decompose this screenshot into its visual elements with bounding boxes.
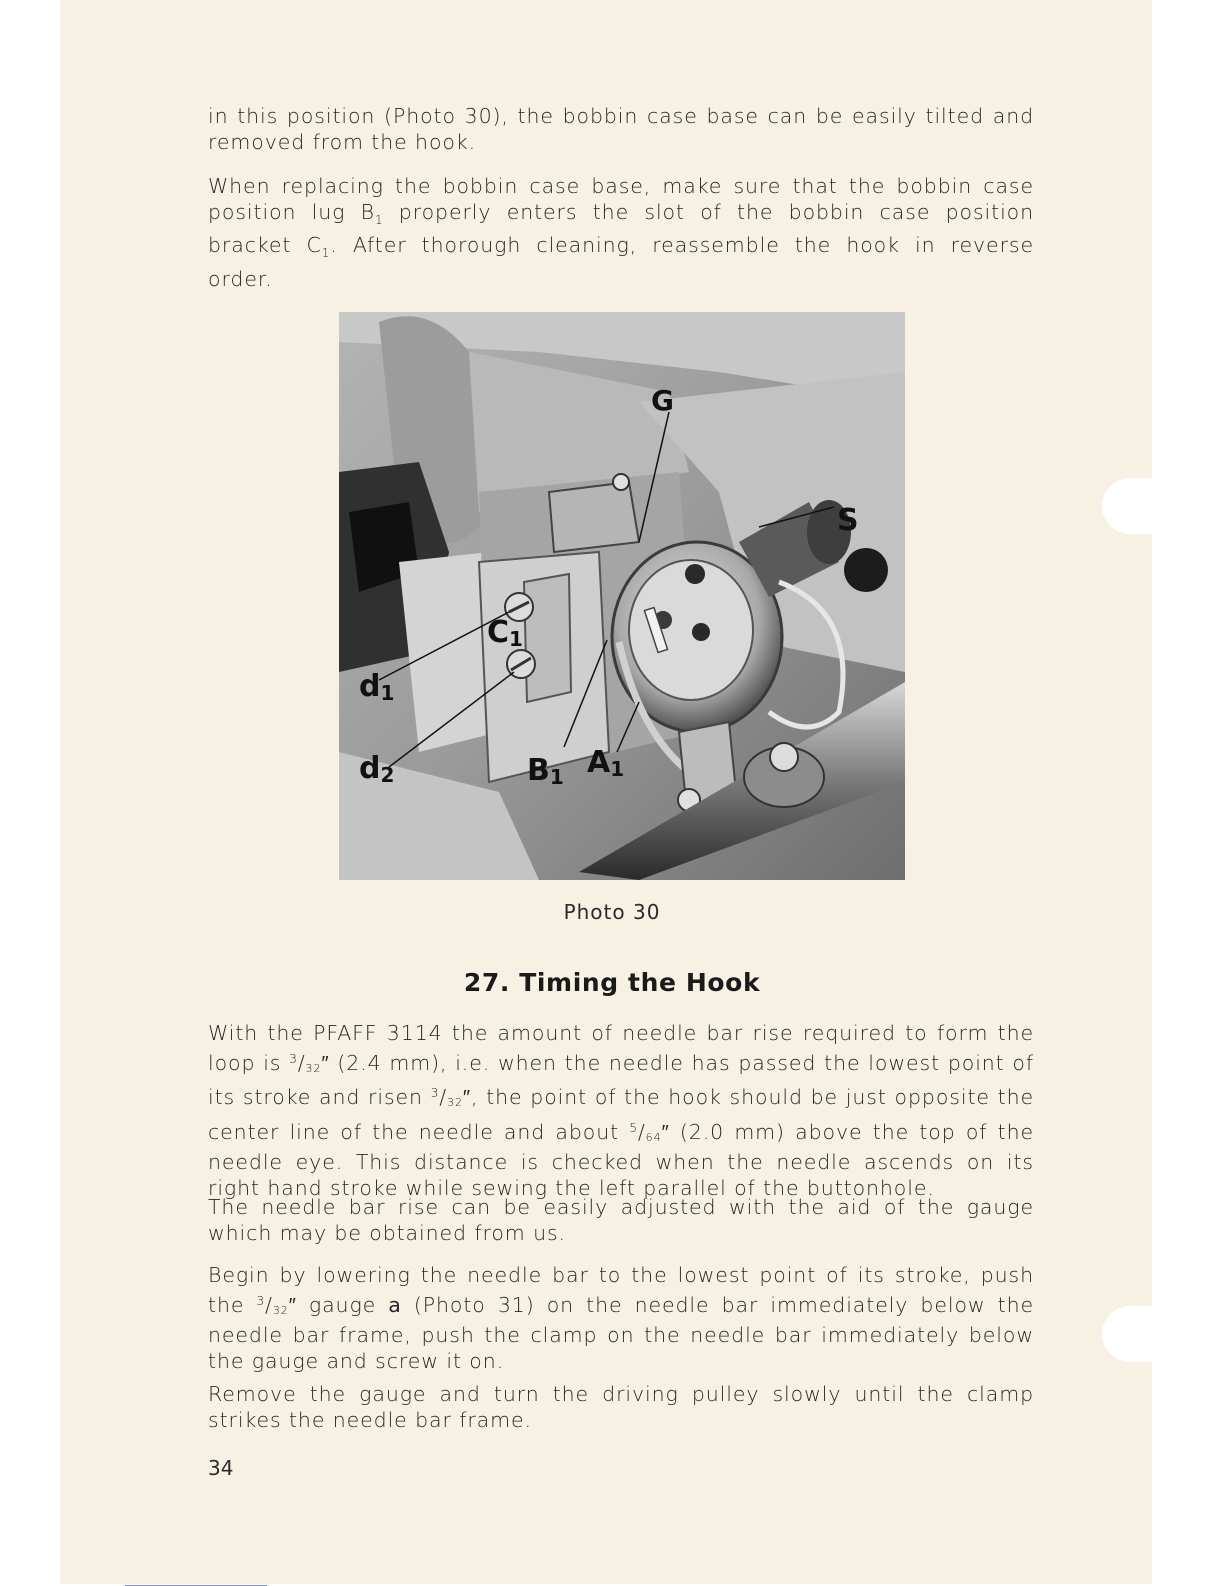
photo-30-hook-mechanism xyxy=(339,312,905,880)
hook-photo-illustration xyxy=(339,312,905,880)
inch-mark: ″ xyxy=(288,1292,297,1317)
section-paragraph-1 xyxy=(208,1021,1034,1201)
text-run: gauge xyxy=(296,1292,389,1317)
section-heading: 27. Timing the Hook xyxy=(463,968,761,997)
subscript: 1 xyxy=(374,212,384,227)
text-run: properly enters the slot of the bobbin case position bracket C xyxy=(208,199,1035,258)
section-paragraph-4-block xyxy=(208,1382,1034,1433)
inch-mark: ″ xyxy=(462,1085,472,1109)
page-left-margin xyxy=(0,0,60,1584)
inch-mark: ″ xyxy=(321,1050,330,1075)
fraction-denominator: 32 xyxy=(447,1096,463,1109)
photo-label-d1: d1 xyxy=(359,669,395,705)
text-run: , the point of the hook should be just opposite the center line of the needle and about xyxy=(208,1085,1034,1144)
text-run: (Photo 31) on the needle bar immediately below the needle bar frame, push the clamp on the needle bar immediately below the gauge and screw it on. xyxy=(208,1292,1035,1373)
section-paragraph-2-block xyxy=(208,1195,1034,1246)
fraction-numerator: 5 xyxy=(629,1120,638,1135)
fraction-denominator: 32 xyxy=(272,1303,289,1317)
intro-paragraph-1-block xyxy=(208,104,1034,155)
intro-paragraph-1: in this position (Photo 30), the bobbin case base can be easily tilted and removed from the hook. xyxy=(208,104,1034,154)
section-paragraph-3 xyxy=(208,1263,1034,1374)
text-run: (2.0 mm) above the top of the needle eye. This distance is checked when the needle ascends on its right hand stroke while sewing the left parallel of the buttonhole. xyxy=(208,1119,1034,1200)
fraction-denominator: 32 xyxy=(305,1061,322,1075)
section-paragraph-4: Remove the gauge and turn the driving pulley slowly until the clamp strikes the needle bar frame. xyxy=(208,1382,1034,1432)
fraction-3-32: $^3/_{32}''$ xyxy=(430,1085,472,1109)
punch-hole-bottom xyxy=(1102,1306,1152,1362)
fraction-3-32: $^3/_{32}''$ xyxy=(256,1292,297,1317)
punch-hole-top xyxy=(1102,478,1152,534)
inch-mark: ″ xyxy=(661,1119,670,1144)
text-run: When replacing the bobbin case base, make sure that the bobbin case position lug B xyxy=(208,174,1034,224)
photo-label-a1: A1 xyxy=(587,745,625,781)
text-run: Begin by lowering the needle bar to the lowest point of its stroke, push the xyxy=(208,1263,1034,1317)
fraction-3-32: $^3/_{32}''$ xyxy=(289,1050,330,1075)
photo-caption: Photo 30 xyxy=(563,900,661,924)
fraction-numerator: 3 xyxy=(289,1051,298,1066)
photo-label-b1: B1 xyxy=(527,753,564,789)
photo-label-g: G xyxy=(651,384,674,417)
fraction-numerator: 3 xyxy=(256,1293,265,1308)
text-run: . After thorough cleaning, reassemble the hook in reverse order. xyxy=(208,233,1034,291)
photo-label-s: S xyxy=(837,503,859,538)
fraction-5-64: $^5/_{64}''$ xyxy=(629,1119,670,1144)
gauge-label-a: a xyxy=(388,1292,402,1317)
fraction-numerator: 3 xyxy=(430,1086,440,1100)
page-number: 34 xyxy=(208,1456,234,1480)
photo-label-d2: d2 xyxy=(359,751,395,787)
intro-paragraph-2-block xyxy=(208,174,1034,292)
subscript: 1 xyxy=(321,246,331,261)
fraction-denominator: 64 xyxy=(645,1130,662,1144)
intro-paragraph-2 xyxy=(208,174,1034,292)
section-paragraph-3-block xyxy=(208,1263,1034,1374)
text-run: With the PFAFF 3114 the amount of needle bar rise required to form the loop is xyxy=(208,1021,1034,1075)
section-paragraph-1-block xyxy=(208,1021,1034,1201)
text-run: (2.4 mm), i.e. when the needle has passed the lowest point of its stroke and risen xyxy=(208,1050,1034,1109)
section-paragraph-2: The needle bar rise can be easily adjusted with the aid of the gauge which may be obtained from us. xyxy=(208,1195,1034,1245)
photo-label-c1: C1 xyxy=(487,615,523,651)
